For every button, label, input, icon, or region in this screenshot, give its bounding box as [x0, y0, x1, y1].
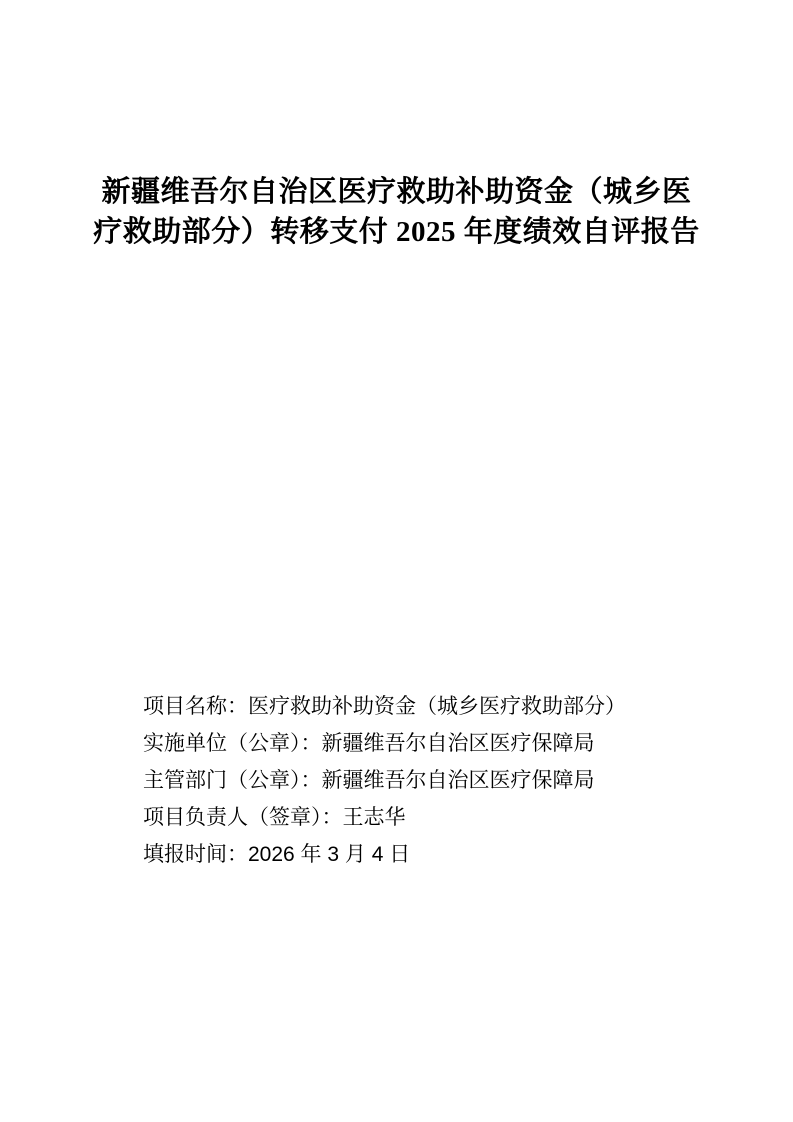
field-supervising-department-value: 新疆维吾尔自治区医疗保障局 [321, 769, 595, 792]
field-implementing-unit [143, 725, 703, 762]
field-project-leader-value: 王志华 [342, 806, 406, 829]
field-supervising-department [143, 762, 703, 799]
report-title [0, 172, 793, 252]
field-implementing-unit-label: 实施单位（公章）： [143, 732, 322, 755]
field-project-name-value: 医疗救助补助资金（城乡医疗救助部分） [248, 695, 626, 718]
report-title-line-2: 疗救助部分）转移支付 2025 年度绩效自评报告 [93, 216, 700, 248]
field-report-date-value: 2026 年 3 月 4 日 [248, 843, 411, 866]
field-supervising-department-label: 主管部门（公章）： [143, 769, 322, 792]
field-report-date-label: 填报时间： [143, 843, 248, 866]
field-project-name-label: 项目名称： [143, 695, 248, 718]
field-implementing-unit-value: 新疆维吾尔自治区医疗保障局 [321, 732, 595, 755]
report-title-line-1: 新疆维吾尔自治区医疗救助补助资金（城乡医 [101, 176, 692, 208]
field-project-name [143, 688, 703, 725]
field-project-leader [143, 799, 703, 836]
field-project-leader-label: 项目负责人（签章）： [143, 806, 343, 829]
cover-fields [143, 688, 703, 873]
field-report-date [143, 836, 703, 873]
